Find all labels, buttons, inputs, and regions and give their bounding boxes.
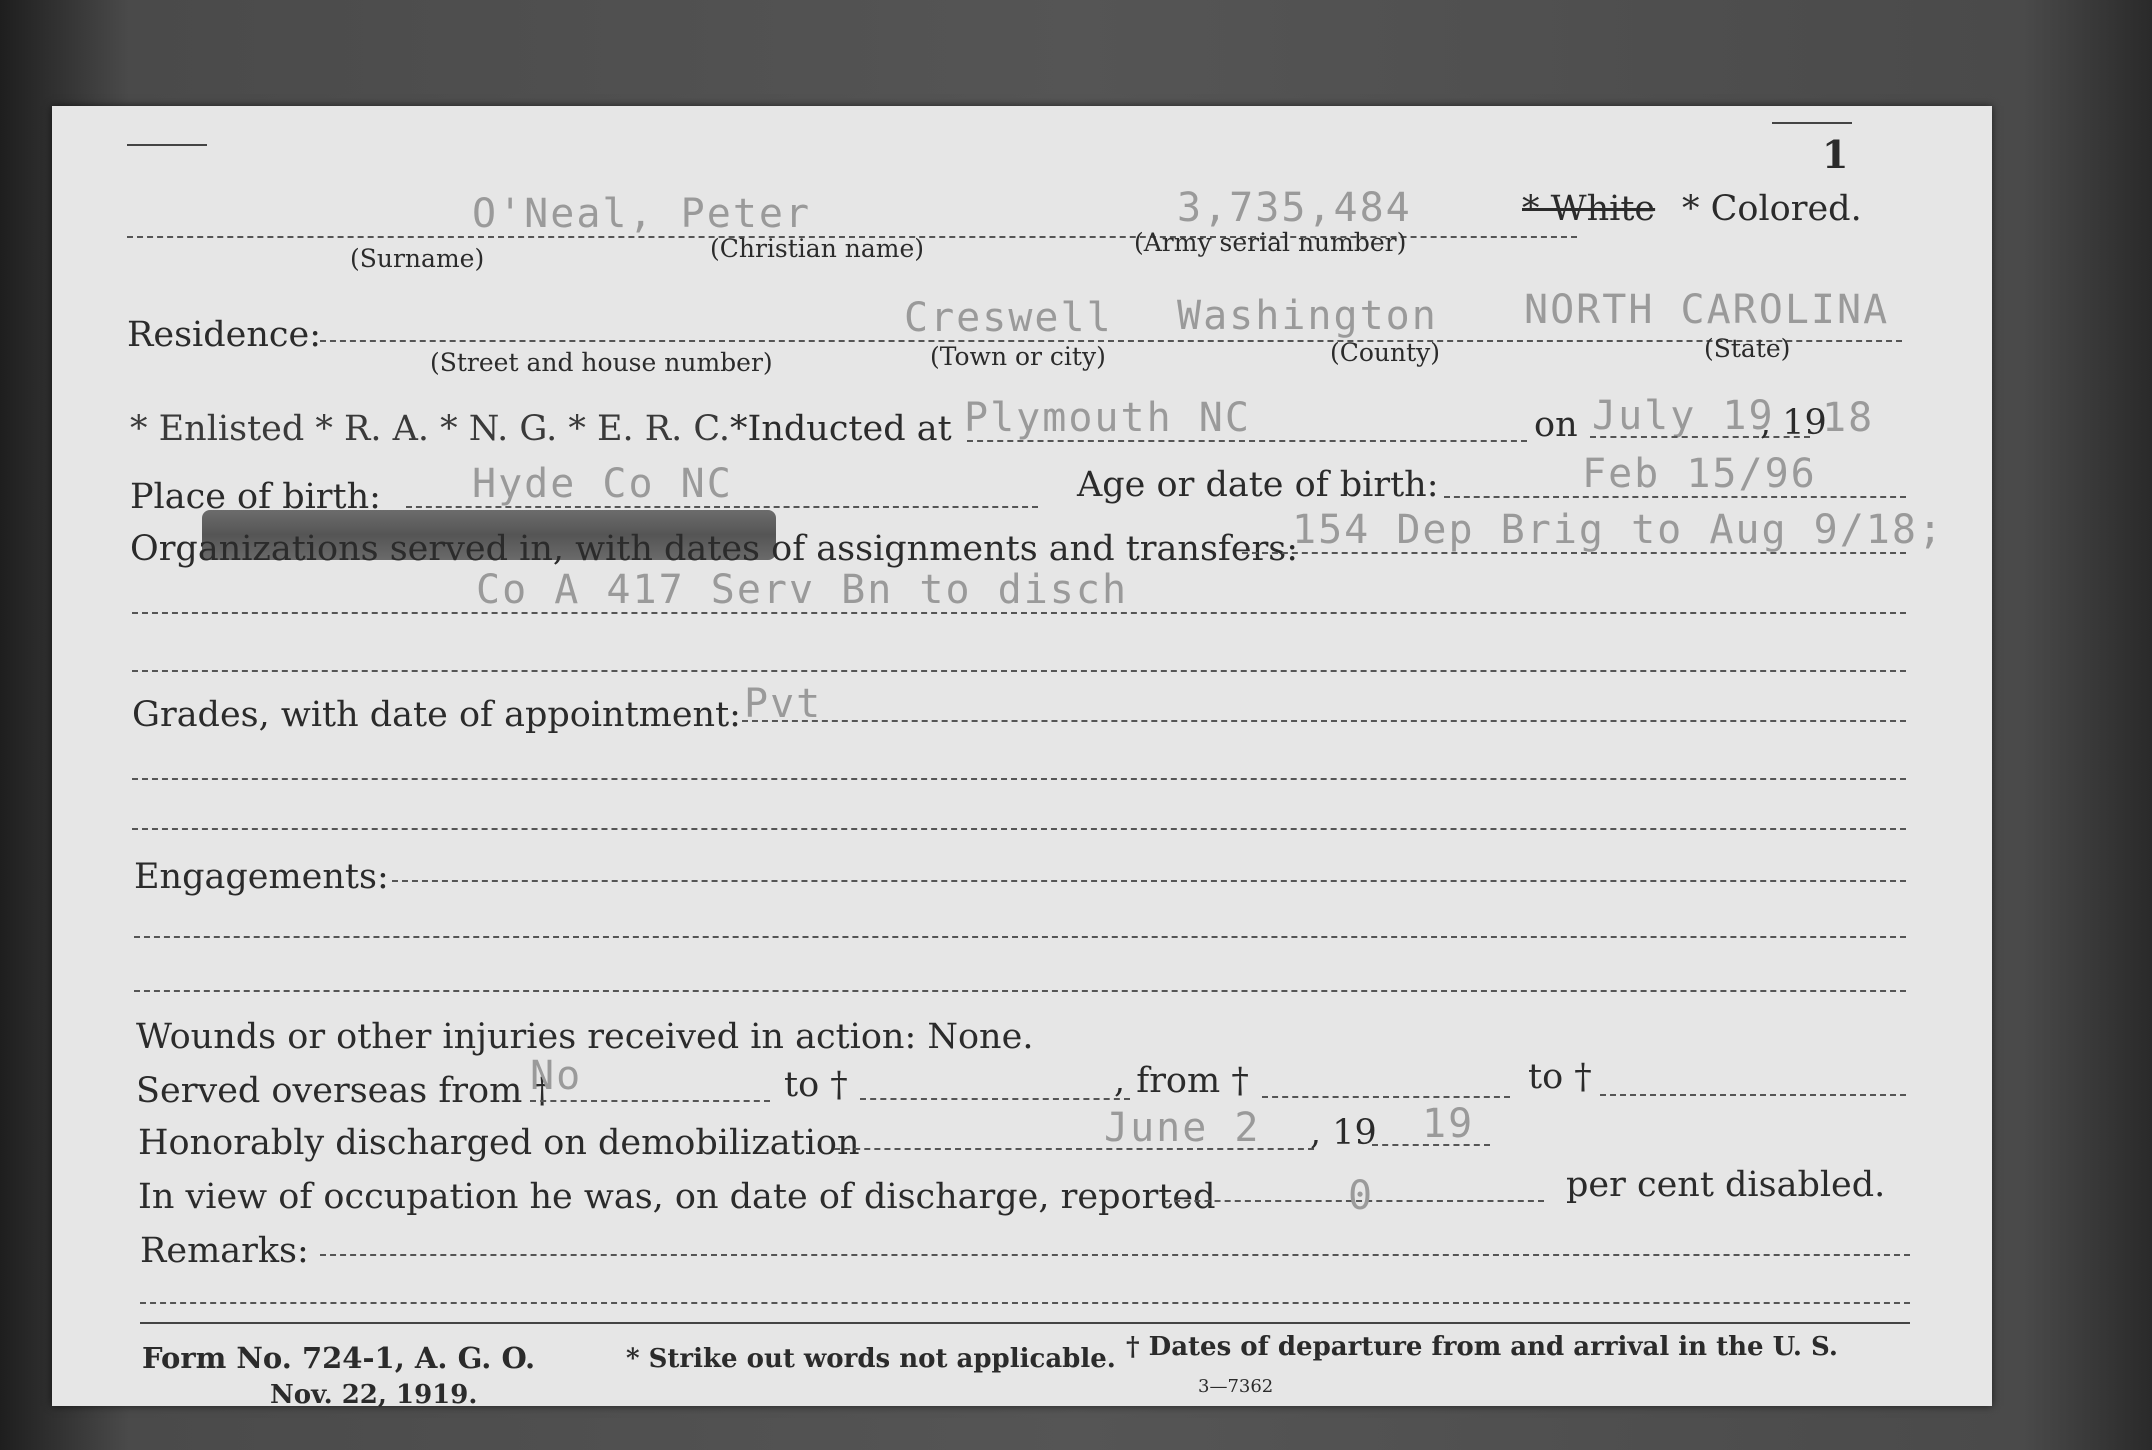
engagements-label: Engagements: [134, 857, 389, 897]
service-record-card [52, 106, 1992, 1410]
year-value: 18 [1822, 395, 1875, 441]
card-number: 1 [1822, 132, 1849, 177]
discharged-year-value: 19 [1422, 1101, 1475, 1147]
grades-line-1 [742, 720, 1906, 722]
overseas-from-label: , from † [1114, 1061, 1249, 1101]
year-prefix: , 19 [1760, 403, 1827, 443]
state-label: (State) [1704, 334, 1791, 363]
county-value: Washington [1177, 293, 1438, 339]
christian-name-label: (Christian name) [710, 234, 925, 263]
overseas-line-3 [1262, 1096, 1510, 1098]
age-line [1444, 496, 1906, 498]
remarks-line-1 [320, 1254, 1910, 1256]
town-label: (Town or city) [930, 342, 1106, 371]
discharged-year-line [1372, 1144, 1490, 1146]
enlisted-options: * Enlisted * R. A. * N. G. * E. R. C. [130, 409, 731, 449]
white-option: * White [1522, 189, 1656, 229]
top-left-rule [127, 144, 207, 146]
discharged-year-prefix: , 19 [1310, 1113, 1377, 1153]
print-code: 3—7362 [1198, 1376, 1274, 1397]
strike-note: * Strike out words not applicable. [626, 1344, 1116, 1374]
footer-rule [140, 1322, 1910, 1324]
disabled-label: In view of occupation he was, on date of discharge, reported [138, 1177, 1216, 1217]
disabled-suffix: per cent disabled. [1566, 1165, 1886, 1205]
engagements-line-2 [134, 936, 1906, 938]
organizations-label: Organizations served in, with dates of assignments and transfers: [130, 529, 1299, 569]
inducted-line [967, 440, 1527, 442]
overseas-value: No [530, 1053, 583, 1099]
serial-number-label: (Army serial number) [1134, 228, 1407, 257]
colored-option: * Colored. [1682, 189, 1862, 229]
residence-label: Residence: [127, 315, 321, 355]
surname-label: (Surname) [350, 244, 485, 273]
birthplace-label: Place of birth: [130, 477, 381, 517]
grades-line-3 [132, 828, 1906, 830]
overseas-to-label-2: to † [1528, 1057, 1592, 1097]
overseas-line-2 [860, 1098, 1130, 1100]
organizations-line-2 [132, 612, 1906, 614]
organizations-line-3 [132, 670, 1906, 672]
overseas-line-1 [530, 1100, 770, 1102]
surname-value: O'Neal, Peter [472, 191, 812, 237]
inducted-date-value: July 19 [1592, 393, 1775, 439]
birthplace-line [406, 506, 1038, 508]
remarks-label: Remarks: [140, 1231, 309, 1271]
on-label: on [1534, 405, 1578, 445]
state-value: NORTH CAROLINA [1524, 287, 1890, 333]
engagements-line-1 [392, 880, 1906, 882]
dates-note: † Dates of departure from and arrival in the U. S. [1126, 1332, 1838, 1362]
remarks-line-2 [140, 1302, 1910, 1304]
inducted-label: *Inducted at [730, 409, 952, 449]
town-value: Creswell [904, 295, 1113, 341]
discharged-date-value: June 2 [1104, 1105, 1261, 1151]
grades-label: Grades, with date of appointment: [132, 695, 741, 735]
overseas-label: Served overseas from † [136, 1071, 551, 1111]
birthplace-value: Hyde Co NC [472, 461, 733, 507]
age-value: Feb 15/96 [1582, 451, 1817, 497]
organizations-value-2: Co A 417 Serv Bn to disch [476, 567, 1129, 613]
form-date: Nov. 22, 1919. [270, 1380, 478, 1410]
overseas-to-label: to † [784, 1065, 848, 1105]
county-label: (County) [1330, 338, 1441, 367]
overseas-line-4 [1600, 1094, 1906, 1096]
organizations-value-1: 154 Dep Brig to Aug 9/18; [1292, 507, 1945, 553]
inducted-place-value: Plymouth NC [964, 395, 1251, 441]
organizations-line-1 [1242, 552, 1906, 554]
grades-value: Pvt [744, 681, 823, 727]
form-number: Form No. 724-1, A. G. O. [142, 1341, 536, 1375]
disabled-value: 0 [1348, 1173, 1375, 1219]
street-label: (Street and house number) [430, 348, 773, 377]
grades-line-2 [132, 778, 1906, 780]
serial-value: 3,735,484 [1177, 185, 1412, 231]
discharged-label: Honorably discharged on demobilization [138, 1123, 860, 1163]
age-label: Age or date of birth: [1077, 465, 1439, 505]
engagements-line-3 [134, 990, 1906, 992]
top-right-rule [1772, 122, 1852, 124]
wounds-label: Wounds or other injuries received in action: None. [136, 1017, 1034, 1057]
